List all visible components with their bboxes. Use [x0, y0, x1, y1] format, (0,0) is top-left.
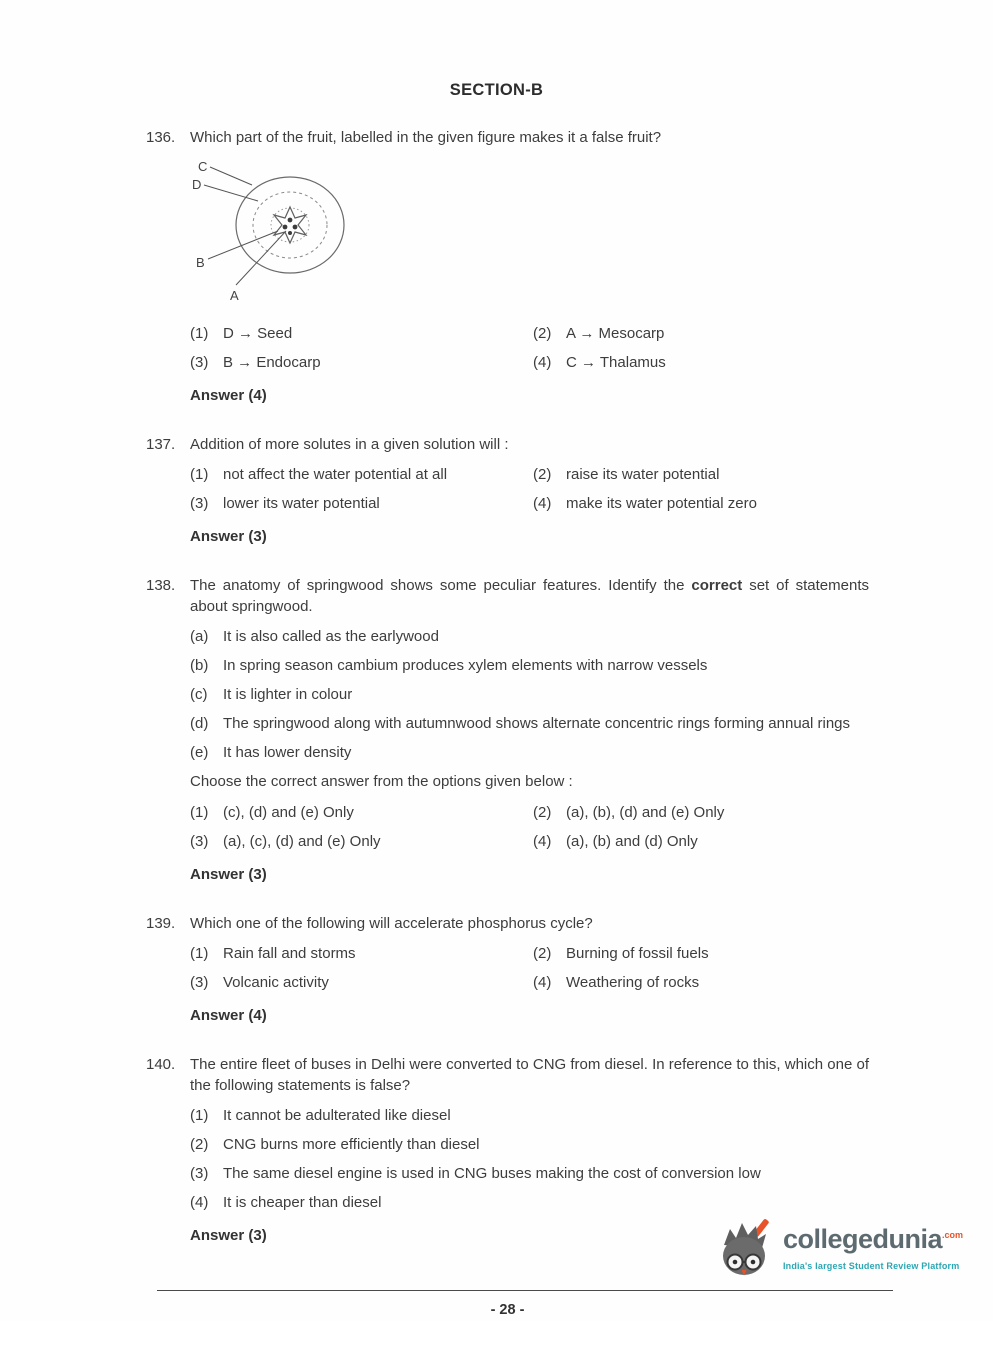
statement-text: It is lighter in colour: [223, 686, 353, 703]
option-text: Weathering of rocks: [566, 974, 700, 991]
option-number: (3): [190, 1165, 209, 1182]
option-number: (4): [533, 354, 552, 371]
question-138: [146, 575, 869, 905]
statement-text: In spring season cambium produces xylem elements with narrow vessels: [223, 657, 708, 674]
option-number: (3): [190, 495, 209, 512]
option-text: Burning of fossil fuels: [566, 945, 709, 962]
question-number: 138.: [146, 577, 176, 594]
option: [533, 352, 869, 373]
statement: [190, 684, 869, 705]
brand-suffix: .com: [941, 1229, 963, 1240]
answer-label: Answer (3): [190, 866, 267, 883]
fruit-figure: [190, 157, 869, 313]
option-text: B → Endocarp: [223, 354, 321, 371]
page-number: - 28 -: [490, 1302, 525, 1318]
option-text: Volcanic activity: [223, 974, 329, 991]
option-number: (4): [190, 1194, 209, 1211]
figure-label-a: A: [230, 288, 239, 303]
option-number: (3): [190, 974, 209, 991]
statement-text: It has lower density: [223, 744, 352, 761]
option: [190, 831, 533, 852]
option-number: (2): [533, 945, 552, 962]
q138-options: [190, 802, 869, 852]
option-text: CNG burns more efficiently than diesel: [223, 1136, 480, 1153]
option-text: lower its water potential: [223, 495, 380, 512]
option: [533, 972, 869, 993]
statement-label: (d): [190, 715, 209, 732]
option-text: D → Seed: [223, 325, 293, 342]
footer-divider: [157, 1290, 893, 1291]
option-text: not affect the water potential at all: [223, 466, 448, 483]
answer-label: Answer (3): [190, 1227, 267, 1244]
option: [533, 831, 869, 852]
q137-options: [190, 464, 869, 514]
statement-label: (a): [190, 628, 209, 645]
question-number: 139.: [146, 915, 176, 932]
question-text: [190, 575, 869, 617]
statement-label: (c): [190, 686, 208, 703]
option-text: It is cheaper than diesel: [223, 1194, 382, 1211]
fruit-diagram-image: [190, 157, 358, 307]
option-text: Rain fall and storms: [223, 945, 356, 962]
statement: [190, 713, 869, 734]
option-text: C → Thalamus: [566, 354, 666, 371]
question-text: The entire fleet of buses in Delhi were converted to CNG from diesel. In reference to this, which one of the following statements is false?: [190, 1056, 869, 1094]
option: [190, 1134, 869, 1155]
option: [190, 1105, 869, 1126]
option: [190, 323, 533, 344]
option-number: (4): [533, 495, 552, 512]
question-text-post: set of statements about springwood.: [190, 577, 869, 615]
option: [190, 972, 533, 993]
q138-statements: [190, 626, 869, 763]
brand-tagline: India's largest Student Review Platform: [782, 1260, 960, 1271]
option: [190, 1163, 869, 1184]
q136-options: [190, 323, 869, 373]
option: [190, 943, 533, 964]
option-number: (1): [190, 466, 209, 483]
option-number: (3): [190, 354, 209, 371]
logo-text: [783, 1220, 963, 1277]
answer-label: Answer (4): [190, 1007, 267, 1024]
statement: [190, 626, 869, 647]
collegedunia-mascot-icon: [717, 1217, 775, 1279]
option: [533, 323, 869, 344]
question-text: Which one of the following will accelerate phosphorus cycle?: [190, 915, 593, 932]
option: [190, 464, 533, 485]
choose-instruction: Choose the correct answer from the options given below :: [190, 773, 573, 790]
option-number: (2): [533, 466, 552, 483]
question-137: [146, 434, 869, 567]
option: [190, 493, 533, 514]
option-text: It cannot be adulterated like diesel: [223, 1107, 451, 1124]
question-text: Which part of the fruit, labelled in the given figure makes it a false fruit?: [190, 129, 662, 146]
option-text: (a), (b), (d) and (e) Only: [566, 804, 725, 821]
option: [190, 1192, 869, 1213]
question-number: 136.: [146, 129, 176, 146]
option-text: A → Mesocarp: [566, 325, 665, 342]
option: [533, 943, 869, 964]
statement-text: The springwood along with autumnwood shows alternate concentric rings forming annual rings: [223, 715, 851, 732]
question-text: Addition of more solutes in a given solution will :: [190, 436, 509, 453]
question-number: 137.: [146, 436, 176, 453]
option: [533, 802, 869, 823]
option-number: (2): [190, 1136, 209, 1153]
q140-options: [190, 1105, 869, 1213]
option-number: (3): [190, 833, 209, 850]
page-content: [0, 127, 993, 1321]
option: [190, 802, 533, 823]
option-number: (1): [190, 945, 209, 962]
option-text: raise its water potential: [566, 466, 720, 483]
option-number: (2): [533, 804, 552, 821]
option-number: (2): [533, 325, 552, 342]
question-139: [146, 913, 869, 1046]
statement: [190, 655, 869, 676]
statement-label: (e): [190, 744, 209, 761]
figure-label-c: C: [198, 159, 208, 174]
option-text: The same diesel engine is used in CNG buses making the cost of conversion low: [223, 1165, 761, 1182]
answer-label: Answer (3): [190, 528, 267, 545]
brand-name: [783, 1220, 963, 1254]
answer-label: Answer (4): [190, 387, 267, 404]
option-number: (1): [190, 1107, 209, 1124]
figure-label-b: B: [196, 255, 205, 270]
question-text-bold: correct: [691, 577, 743, 594]
collegedunia-logo: [717, 1217, 963, 1279]
option-text: (a), (b) and (d) Only: [566, 833, 698, 850]
statement: [190, 742, 869, 763]
option: [190, 352, 533, 373]
option-number: (1): [190, 804, 209, 821]
q139-options: [190, 943, 869, 993]
brand-word: collegedunia: [782, 1223, 942, 1254]
question-136: [146, 127, 869, 426]
option-number: (4): [533, 974, 552, 991]
figure-label-d: D: [192, 177, 202, 192]
statement-label: (b): [190, 657, 209, 674]
option-text: (a), (c), (d) and (e) Only: [223, 833, 381, 850]
option-text: (c), (d) and (e) Only: [223, 804, 354, 821]
option-text: make its water potential zero: [566, 495, 757, 512]
option-number: (4): [533, 833, 552, 850]
option: [533, 493, 869, 514]
option-number: (1): [190, 325, 209, 342]
question-number: 140.: [146, 1056, 176, 1073]
statement-text: It is also called as the earlywood: [223, 628, 439, 645]
section-title: SECTION-B: [449, 81, 544, 99]
option: [533, 464, 869, 485]
question-text-pre: The anatomy of springwood shows some peculiar features. Identify the: [190, 577, 685, 594]
